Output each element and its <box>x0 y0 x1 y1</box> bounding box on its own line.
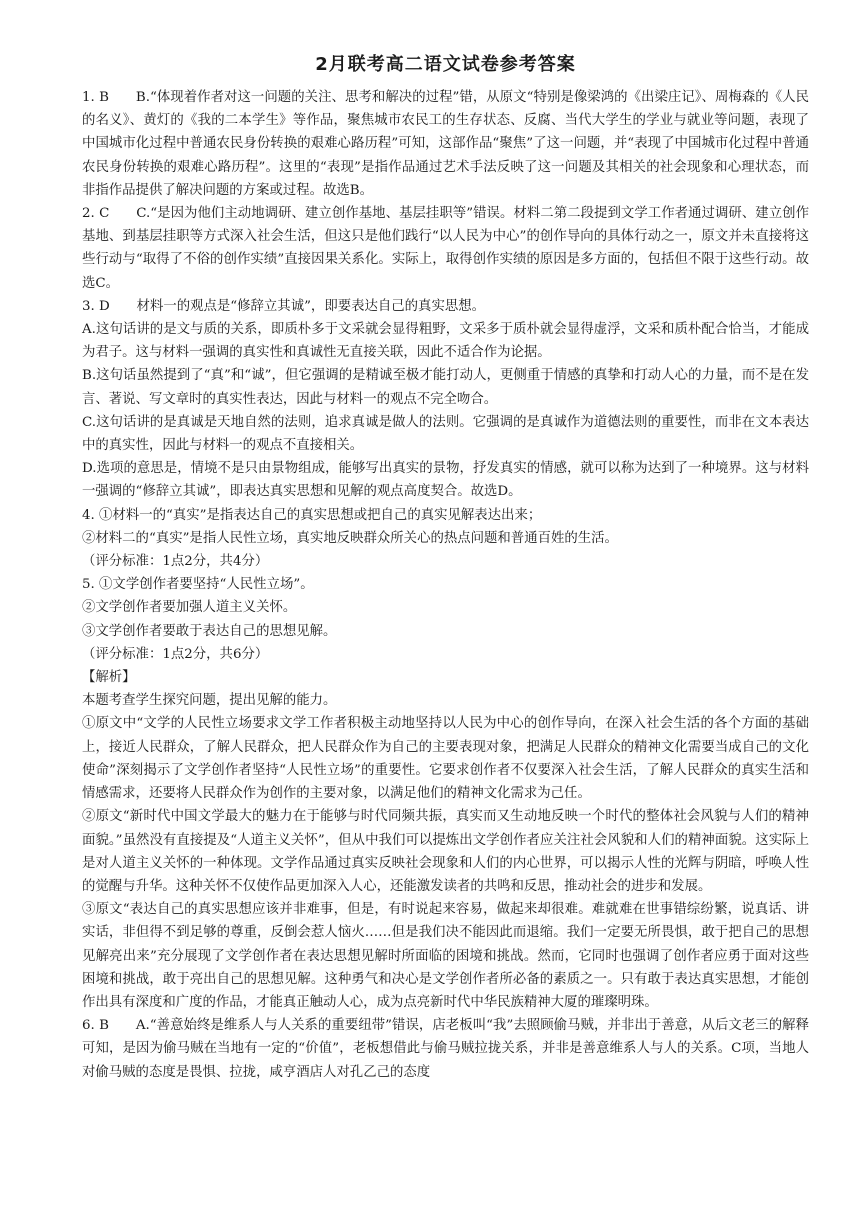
paragraph: （评分标准：1点2分，共4分） <box>82 554 269 570</box>
paragraph: 1. B B.“体现着作者对这一问题的关注、思考和解决的过程”错，从原文“特别是像梁鸿的《出梁庄记》、周梅森的《人民的名义》、黄灯的《我的二本学生》等作品，聚焦城市农民工的生存状态、反腐、当代大学生的学业与就业等问题，表现了中国城市化过程中普通农民身份转换的艰难心路历程”可知，这部作品“聚焦”了这一问题，并“表现了中国城市化过程中普通农民身份转换的艰难心路历程”。这里的“表现”是指作品通过艺术手法反映了这一问题及其相关的社会现象和心理状态，而非指作品提供了解决问题的方案或过程。故选B。 <box>82 90 809 198</box>
paragraph: 3. D 材料一的观点是“修辞立其诚”，即要表达自己的真实思想。 <box>82 298 486 314</box>
paragraph: A.这句话讲的是文与质的关系，即质朴多于文采就会显得粗野，文采多于质朴就会显得虚浮，文采和质朴配合恰当，才能成为君子。这与材料一强调的真实性和真诚性无直接关联，因此不适合作为论据。 <box>82 322 809 361</box>
paragraph: ②文学创作者要加强人道主义关怀。 <box>82 600 297 616</box>
paragraph: ①原文中“文学的人民性立场要求文学工作者积极主动地坚持以人民为中心的创作导向，在深入社会生活的各个方面的基础上，接近人民群众，了解人民群众，把人民群众作为自己的主要表现对象，把满足人民群众的精神文化需要当成自己的文化使命”深刻揭示了文学创作者坚持“人民性立场”的重要性。它要求创作者不仅要深入社会生活，了解人民群众的真实生活和情感需求，还要将人民群众作为创作的主要对象，以满足他们的精神文化需求为己任。 <box>82 716 809 802</box>
paragraph: 4. ①材料一的“真实”是指表达自己的真实思想或把自己的真实见解表达出来； <box>82 507 542 523</box>
paragraph: ②原文“新时代中国文学最大的魅力在于能够与时代同频共振，真实而又生动地反映一个时代的整体社会风貌与人们的精神面貌。”虽然没有直接提及“人道主义关怀”，但从中我们可以提炼出文学创作者应关注社会风貌和人们的精神面貌。这实际上是对人道主义关怀的一种体现。文学作品通过真实反映社会现象和人们的内心世界，可以揭示人性的光辉与阴暗，呼唤人性的觉醒与升华。这种关怀不仅使作品更加深入人心，还能激发读者的共鸣和反思，推动社会的进步和发展。 <box>82 809 809 894</box>
paragraph: D.选项的意思是，情境不是只由景物组成，能够写出真实的景物，抒发真实的情感，就可以称为达到了一种境界。这与材料一强调的“修辞立其诚”，即表达真实思想和见解的观点高度契合。故选D。 <box>82 461 809 500</box>
page-title: 2月联考高二语文试卷参考答案 <box>315 54 576 75</box>
paragraph: B.这句话虽然提到了“真”和“诚”，但它强调的是精诚至极才能打动人，更侧重于情感的真挚和打动人心的力量，而不是在发言、著说、写文章时的真实性表达，因此与材料一的观点不完全吻合。 <box>82 368 809 407</box>
document-body <box>82 86 809 1084</box>
paragraph: （评分标准：1点2分，共6分） <box>82 646 269 662</box>
paragraph: 本题考查学生探究问题，提出见解的能力。 <box>82 693 337 709</box>
paragraph: 5. ①文学创作者要坚持“人民性立场”。 <box>82 577 314 593</box>
paragraph: ③文学创作者要敢于表达自己的思想见解。 <box>82 623 337 639</box>
paragraph: ②材料二的“真实”是指人民性立场，真实地反映群众所关心的热点问题和普通百姓的生活。 <box>82 530 618 546</box>
paragraph: 6. B A.“善意始终是维系人与人关系的重要纽带”错误，店老板叫“我”去照顾偷马贼，并非出于善意，从后文老三的解释可知，是因为偷马贼在当地有一定的“价值”，老板想借此与偷马贼拉拢关系，并非是善意维系人与人的关系。C项，当地人对偷马贼的态度是畏惧、拉拢，咸亨酒店人对孔乙己的态度 <box>82 1018 809 1080</box>
paragraph: C.这句话讲的是真诚是天地自然的法则，追求真诚是做人的法则。它强调的是真诚作为道德法则的重要性，而非在文本表达中的真实性，因此与材料一的观点不直接相关。 <box>82 414 809 454</box>
paragraph: 2. C C.“是因为他们主动地调研、建立创作基地、基层挂职等”错误。材料二第二段提到文学工作者通过调研、建立创作基地、到基层挂职等方式深入社会生活，但这只是他们践行“以人民为中心”的创作导向的具体行动之一，原文并未直接将这些行动与“取得了不俗的创作实绩”直接因果关系化。实际上，取得创作实绩的原因是多方面的，包括但不限于这些行动。故选C。 <box>82 206 809 291</box>
paragraph: ③原文“表达自己的真实思想应该并非难事，但是，有时说起来容易，做起来却很难。难就难在世事错综纷繁，说真话、讲实话，非但得不到足够的尊重，反倒会惹人恼火……但是我们决不能因此而退缩。我们一定要无所畏惧，敢于把自己的思想见解亮出来”充分展现了文学创作者在表达思想见解时所面临的困境和挑战。然而，它同时也强调了创作者应勇于面对这些困境和挑战，敢于亮出自己的思想见解。这种勇气和决心是文学创作者所必备的素质之一。只有敢于表达真实思想，才能创作出具有深度和广度的作品，才能真正触动人心，成为点亮新时代中华民族精神大厦的璀璨明珠。 <box>82 902 809 1010</box>
paragraph: 【解析】 <box>82 670 136 686</box>
